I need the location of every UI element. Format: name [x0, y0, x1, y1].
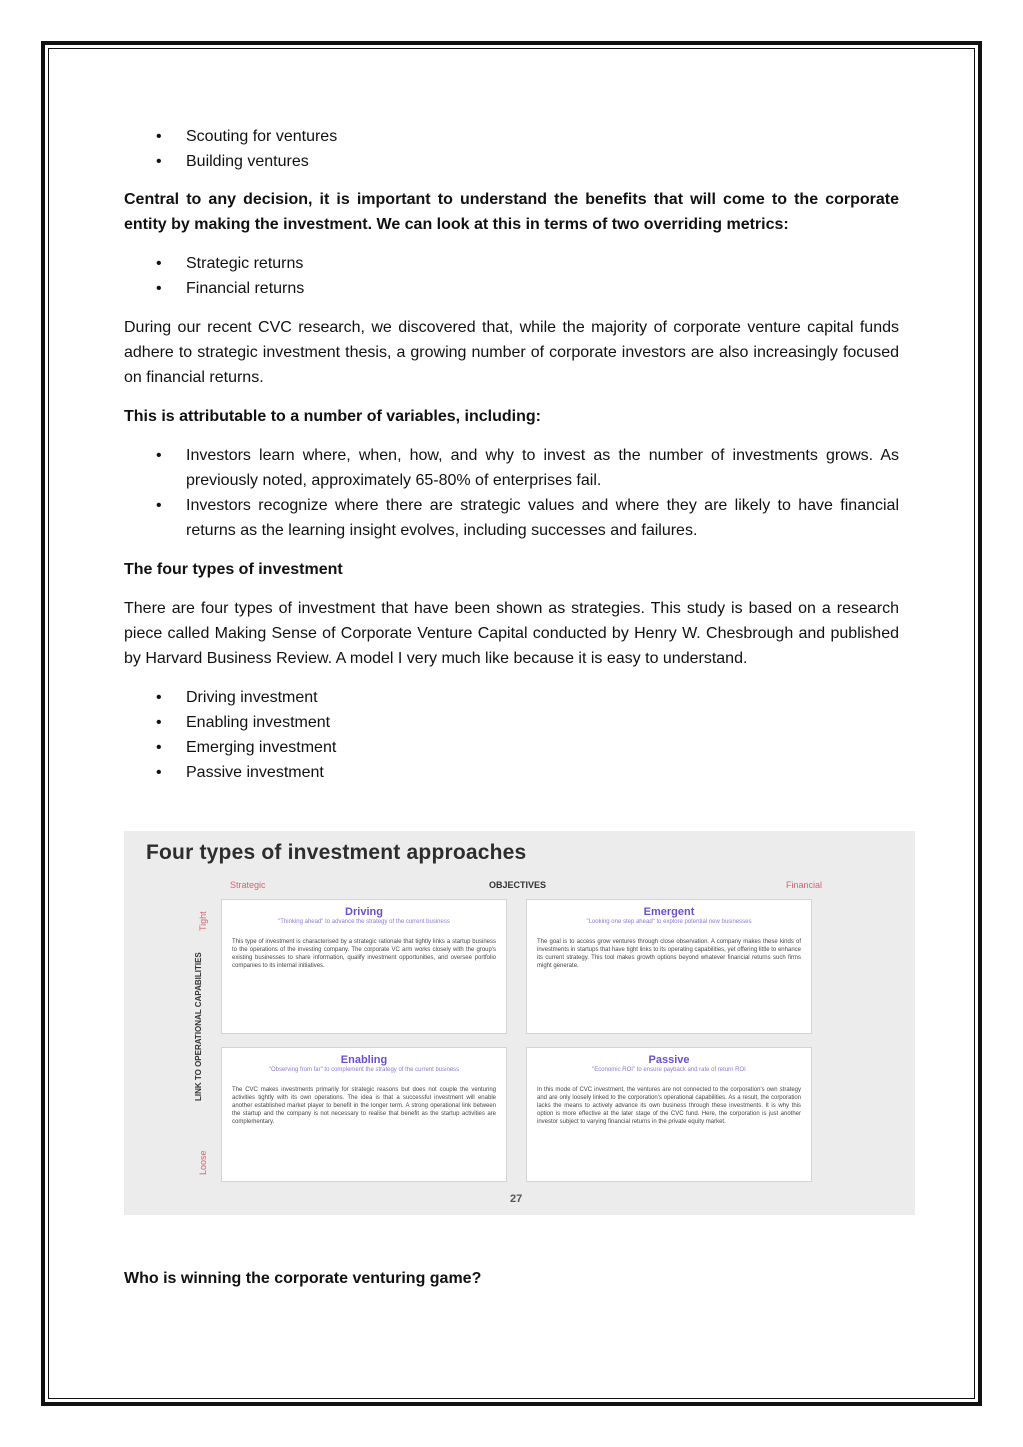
list-item: • Scouting for ventures — [124, 124, 899, 149]
list-item: • Investors learn where, when, how, and why to invest as the number of investments grows. As previously noted, approximately 65-80% of enterprises fail. — [124, 443, 899, 493]
quadrant-text: This type of investment is characterised by a strategic rationale that tightly links a startup business to the operations of the investing company. The corporate VC arm works closely with the group's existing businesses to share information, qualify investment opportunities, and oversee portfolio companies to its internal initiatives. — [232, 939, 496, 969]
document-body — [124, 124, 899, 785]
bullet-list-metrics — [124, 251, 899, 301]
paragraph-four-types: There are four types of investment that have been shown as strategies. This study is based on a research piece called Making Sense of Corporate Venture Capital conducted by Henry W. Chesbrough and published by Harvard Business Review. A model I very much like because it is easy to understand. — [124, 600, 899, 667]
figure-axis-label: LINK TO OPERATIONAL CAPABILITIES — [194, 952, 203, 1101]
list-item: • Enabling investment — [124, 710, 899, 735]
list-item: • Passive investment — [124, 760, 899, 785]
list-item: • Building ventures — [124, 149, 899, 174]
quadrant-title: Driving — [345, 906, 383, 918]
paragraph-variables: This is attributable to a number of variables, including: — [124, 408, 541, 425]
bullet-list-approaches — [124, 124, 899, 174]
figure-page-number: 27 — [510, 1193, 523, 1205]
quadrant-text: In this mode of CVC investment, the ventures are not connected to the corporation's own strategy and are only loosely linked to the corporation's operational capabilities. As a result, the corporation lacks the means to actively advance its own business through these investments. It is why this option is more effective at the later stage of the CVC fund. Here, the corporation is just another investor subject to varying financial returns in the private equity market. — [537, 1087, 801, 1125]
investment-approaches-figure — [124, 831, 915, 1215]
figure-label-strategic: Strategic — [230, 880, 266, 890]
figure-label-financial: Financial — [786, 880, 823, 890]
quadrant-subtitle: "Economic ROI" to ensure payback and rate of return ROI — [592, 1067, 746, 1073]
list-item: • Financial returns — [124, 276, 899, 301]
quadrant-subtitle: "Thinking ahead" to advance the strategy of the current business — [278, 919, 450, 925]
quadrant-passive — [526, 1047, 812, 1182]
figure-label-tight: Tight — [198, 911, 208, 931]
figure-label-objectives: OBJECTIVES — [489, 880, 547, 890]
quadrant-subtitle: "Looking one step ahead" to explore potential new businesses — [586, 919, 752, 925]
quadrant-enabling — [221, 1047, 507, 1182]
quadrant-subtitle: "Observing from far" to complement the strategy of the current business — [268, 1067, 460, 1073]
paragraph-research: During our recent CVC research, we discovered that, while the majority of corporate venture capital funds adhere to strategic investment thesis, a growing number of corporate investors are also increasingly focused on financial returns. — [124, 319, 899, 386]
figure-label-loose: Loose — [198, 1150, 208, 1175]
list-item: • Emerging investment — [124, 735, 899, 760]
heading-four-types: The four types of investment — [124, 561, 343, 578]
bullet-list-investment-types — [124, 685, 899, 785]
list-item: • Driving investment — [124, 685, 899, 710]
quadrant-title: Passive — [648, 1054, 690, 1066]
quadrant-driving — [221, 899, 507, 1034]
quadrant-text: The CVC makes investments primarily for strategic reasons but does not couple the venturing activities tightly with its own operations. The idea is that a successful investment will enable another established market player to benefit in the longer term. A strong operational link between the startup and the company is not necessary to realise that benefit as the startup activities are complementary. — [232, 1087, 496, 1125]
quadrant-emergent — [526, 899, 812, 1034]
heading-winning: Who is winning the corporate venturing game? — [124, 1270, 482, 1287]
quadrant-title: Enabling — [340, 1054, 388, 1066]
paragraph-benefits: Central to any decision, it is important to understand the benefits that will come to the corporate entity by making the investment. We can look at this in terms of two overriding metrics: — [124, 191, 899, 233]
list-item: • Strategic returns — [124, 251, 899, 276]
figure-title: Four types of investment approaches — [146, 841, 527, 864]
quadrant-title: Emergent — [643, 906, 695, 918]
bullet-list-variables — [124, 443, 899, 543]
quadrant-text: The goal is to access grow ventures through close observation. A company makes these kinds of investments in startups that have tight links to its operating capabilities, yet offering little to enhance its current strategy. This tool makes growth options beyond whatever financial returns such firms might generate. — [537, 939, 801, 969]
list-item: • Investors recognize where there are strategic values and where they are likely to have financial returns as the learning insight evolves, including successes and failures. — [124, 493, 899, 543]
